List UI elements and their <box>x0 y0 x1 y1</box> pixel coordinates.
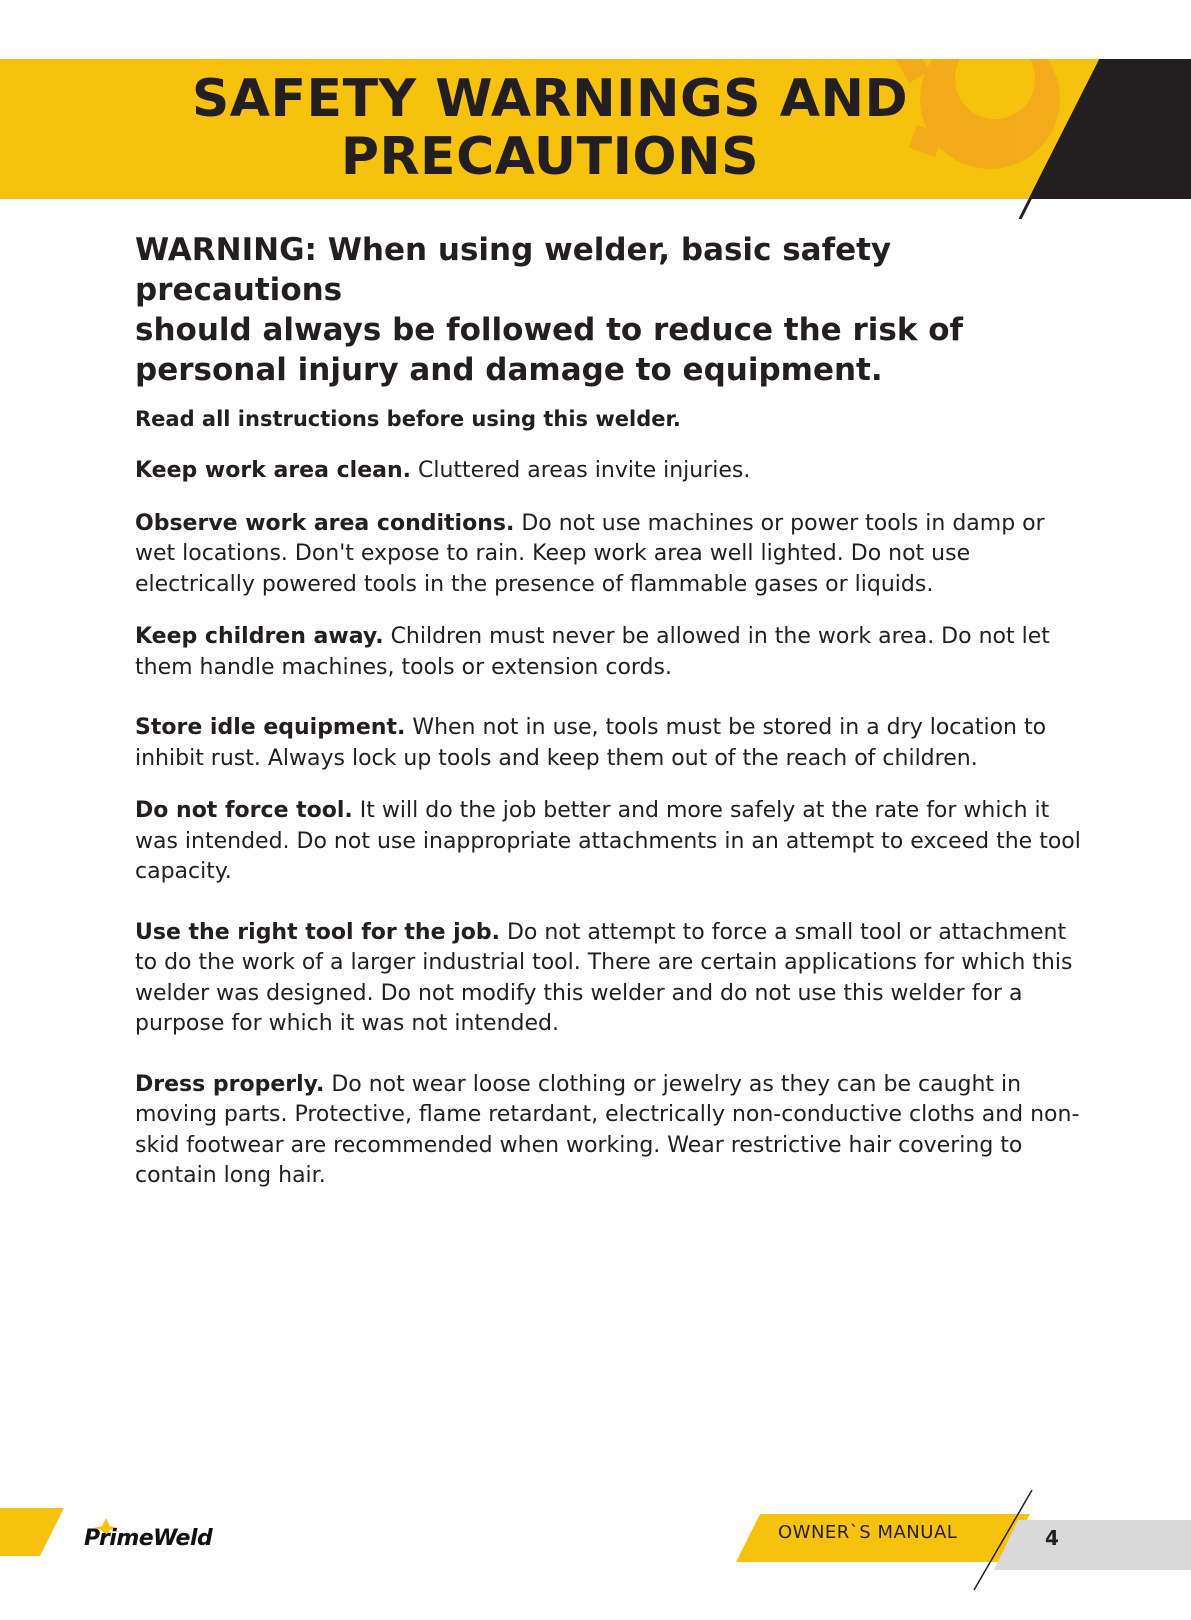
section-heading: Use the right tool for the job. <box>135 919 500 945</box>
section-store-idle-equipment <box>135 713 1085 774</box>
brand-logo: PrimeWeld <box>84 1526 213 1551</box>
footer-page-tab <box>994 1520 1191 1570</box>
section-keep-area-clean <box>135 456 1085 487</box>
content <box>135 230 1085 1214</box>
warning-line-2: should always be followed to reduce the risk of <box>135 312 964 348</box>
footer <box>0 1490 1191 1620</box>
section-text: When not in use, tools must be stored in a dry location to inhibit rust. Always lock up tools and keep them out of the reach of children. <box>135 715 1047 771</box>
lead-instruction: Read all instructions before using this welder. <box>135 407 681 431</box>
section-text: It will do the job better and more safely at the rate for which it was intended. Do not use inappropriate attachments in an attempt to exceed the tool capacity. <box>135 798 1081 884</box>
section-heading: Keep work area clean. <box>135 458 411 483</box>
section-heading: Store idle equipment. <box>135 715 406 740</box>
section-heading: Keep children away. <box>135 624 384 649</box>
section-text: Children must never be allowed in the work area. Do not let them handle machines, tools or extension cords. <box>135 624 1050 680</box>
warning-heading <box>135 230 1085 390</box>
section-text: Do not attempt to force a small tool or attachment to do the work of a larger industrial tool. There are certain applications for which this welder was designed. Do not modify this welder and do not use this welder for a purpose for which it was not intended. <box>135 919 1073 1036</box>
section-heading: Do not force tool. <box>135 798 353 823</box>
title-line-2: PRECAUTIONS <box>340 127 760 187</box>
section-do-not-force-tool <box>135 796 1085 888</box>
manual-label: OWNER`S MANUAL <box>778 1522 958 1543</box>
title-line-1: SAFETY WARNINGS AND <box>191 69 909 129</box>
section-text: Cluttered areas invite injuries. <box>417 458 751 483</box>
section-right-tool <box>135 918 1085 1040</box>
section-text: Do not wear loose clothing or jewelry as they can be caught in moving parts. Protective, flame retardant, electrically non-conductive cloths and non-skid footwear are recommended when working. Wear restrictive hair covering to contain long hair. <box>135 1071 1080 1188</box>
section-keep-children-away <box>135 622 1085 683</box>
page-title <box>120 70 980 186</box>
section-heading: Dress properly. <box>135 1071 325 1097</box>
section-dress-properly <box>135 1070 1085 1192</box>
footer-left-accent <box>0 1508 64 1556</box>
section-text: Do not use machines or power tools in damp or wet locations. Don't expose to rain. Keep work area well lighted. Do not use electrically powered tools in the presence of flammable gases or liquids. <box>135 510 1045 597</box>
section-observe-conditions <box>135 509 1085 601</box>
warning-line-3: personal injury and damage to equipment. <box>135 352 883 388</box>
footer-graphic <box>0 1490 1191 1620</box>
section-heading: Observe work area conditions. <box>135 510 515 536</box>
warning-line-1: WARNING: When using welder, basic safety precautions <box>135 232 892 308</box>
page-number: 4 <box>1045 1526 1059 1550</box>
